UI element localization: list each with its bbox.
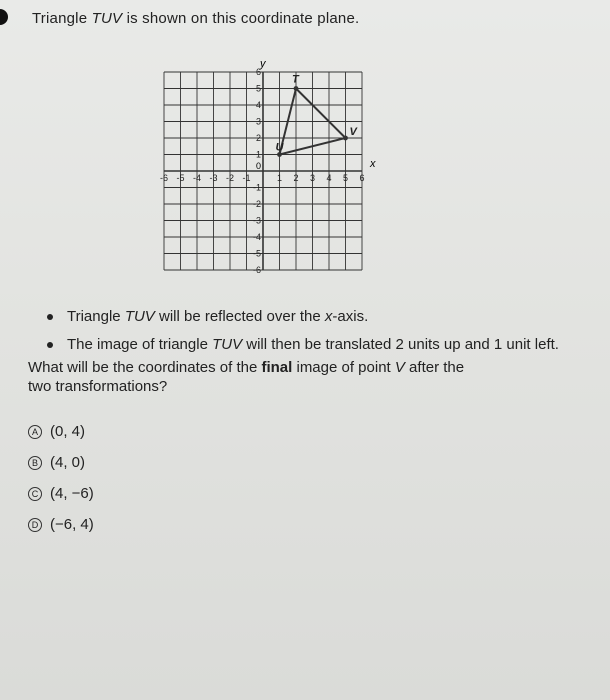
y-tick-label: -1 (252, 182, 261, 193)
choice-letter-d-icon: D (28, 518, 42, 532)
prompt-triangle-name: TUV (91, 10, 123, 27)
y-tick-label: -6 (252, 265, 261, 275)
question-mid: image of point (292, 359, 395, 376)
choice-a[interactable] (28, 416, 94, 447)
choice-letter-c-icon: C (28, 487, 42, 501)
y-tick-label: 3 (255, 116, 261, 127)
choice-d-text: (−6, 4) (50, 516, 94, 533)
grid (164, 72, 365, 270)
y-tick-label: -5 (252, 248, 261, 259)
bullet-text: Triangle (67, 308, 125, 325)
x-tick-label: 2 (293, 173, 299, 183)
x-tick-label: 6 (359, 173, 365, 183)
x-tick-label: -6 (159, 173, 169, 183)
question-pre: What will be the coordinates of the (28, 359, 262, 376)
choice-letter-a-icon: A (28, 425, 42, 439)
vertex-label-u: U (275, 141, 284, 154)
question-text (28, 358, 548, 396)
y-tick-label: -3 (252, 215, 261, 226)
y-tick-label: -4 (252, 232, 261, 242)
y-tick-label: 4 (255, 100, 261, 110)
x-tick-label: -5 (176, 173, 185, 183)
question-line2: two transformations? (28, 378, 168, 395)
x-tick-label: 4 (326, 173, 332, 183)
x-tick-label: -4 (192, 173, 202, 183)
bullet-triangle-name: TUV (212, 336, 243, 353)
bullet-axis-var: x (324, 308, 333, 325)
y-axis-label: y (260, 58, 266, 70)
bullet-triangle-name: TUV (124, 308, 155, 325)
vertex-t (294, 86, 299, 91)
bullet-reflect (45, 306, 559, 332)
bullet-text: will then be translated 2 units up and 1 unit left. (242, 336, 559, 353)
y-tick-label: 1 (255, 149, 261, 160)
origin-label: 0 (255, 161, 261, 171)
bullet-text: will be reflected over the (154, 308, 325, 325)
y-tick-label: 5 (255, 83, 261, 94)
question-var: V (394, 359, 405, 376)
choice-a-text: (0, 4) (50, 423, 86, 440)
choice-letter-b-icon: B (28, 456, 42, 470)
choice-b[interactable] (28, 447, 94, 478)
x-tick-label: -2 (225, 173, 235, 183)
bullet-text: -axis. (332, 308, 369, 325)
y-tick-label: -2 (252, 199, 261, 209)
y-tick-label: 2 (255, 133, 261, 143)
x-tick-label: 3 (309, 173, 316, 183)
prompt-post: is shown on this coordinate plane. (122, 10, 360, 27)
choice-b-text: (4, 0) (50, 454, 86, 471)
question-post: after the (404, 359, 465, 376)
vertex-v (343, 136, 348, 141)
choice-c-text: (4, −6) (50, 485, 94, 502)
x-tick-label: 5 (342, 173, 349, 183)
x-tick-label: -3 (209, 173, 218, 183)
bullet-translate (45, 334, 559, 360)
x-axis-label: x (370, 158, 376, 170)
radio-dot-icon (0, 9, 8, 25)
y-tick-label: 6 (255, 67, 261, 77)
question-bold: final (261, 359, 293, 376)
choice-d[interactable] (28, 509, 94, 540)
transformation-list (45, 306, 559, 362)
choice-c[interactable] (28, 478, 94, 509)
prompt-pre: Triangle (32, 10, 92, 27)
vertex-label-v: V (349, 126, 357, 138)
x-tick-label: -1 (242, 173, 251, 183)
coordinate-plane (158, 56, 418, 296)
prompt-text (32, 10, 359, 27)
answer-choices (28, 416, 94, 540)
x-tick-label: 1 (276, 173, 283, 183)
bullet-text: The image of triangle (67, 336, 213, 353)
vertex-label-t: T (292, 73, 299, 86)
